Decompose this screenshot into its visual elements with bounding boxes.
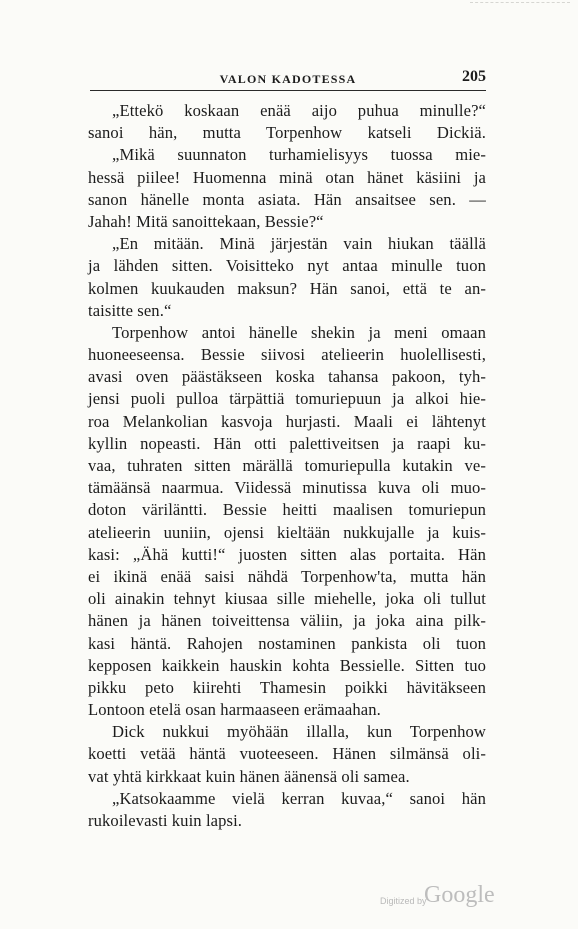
text-line: pikku peto kiirehti Thamesin poikki hävitäkseen xyxy=(88,677,486,697)
text-line: Torpenhow antoi hänelle shekin ja meni omaan xyxy=(112,322,486,342)
page-header xyxy=(90,68,486,92)
body-text xyxy=(88,100,486,832)
text-line: ja lähden sitten. Voisitteko nyt antaa minulle tuon xyxy=(88,256,486,276)
text-line: „Katsokaamme vielä kerran kuvaa,“ sanoi hän xyxy=(112,788,486,808)
text-line: tämäänsä naarmua. Viidessä minutissa kuva oli muo- xyxy=(88,478,486,498)
text-line: kasi häntä. Rahojen nostaminen pankista oli tuon xyxy=(88,633,486,653)
text-line: rukoilevasti kuin lapsi. xyxy=(88,811,243,830)
text-line: Lontoon etelä osan harmaaseen erämaahan. xyxy=(88,700,381,720)
text-line: vaa, tuhraten sitten märällä tomuriepulla kutakin ve- xyxy=(88,456,486,475)
text-line: Dick nukkui myöhään illalla, kun Torpenhow xyxy=(112,722,486,742)
header-rule xyxy=(90,90,486,91)
scan-edge-rule xyxy=(470,2,570,3)
text-line: kyllin nopeasti. Hän otti palettiveitsen ja raapi ku- xyxy=(88,433,486,453)
text-line: hänen ja hänen toiveittensa väliin, ja joka aina pilk- xyxy=(88,611,486,631)
text-line: ei ikinä enää saisi nähdä Torpenhow'ta, mutta hän xyxy=(88,566,486,586)
text-line: sanoi hän, mutta Torpenhow katseli Dickiä. xyxy=(88,123,486,143)
page-number: 205 xyxy=(462,68,486,85)
digitized-by-label: Digitized by xyxy=(380,896,427,906)
text-line: vat yhtä kirkkaat kuin hänen äänensä oli samea. xyxy=(88,766,410,786)
text-line: kasi: „Ähä kutti!“ juosten sitten alas portaita. Hän xyxy=(88,544,486,564)
text-line: kepposen kaikkein hauskin kohta Bessielle. Sitten tuo xyxy=(88,655,486,675)
text-line: doton väriläntti. Bessie heitti maalisen tomuriepun xyxy=(88,500,486,520)
text-line: taisitte sen.“ xyxy=(88,300,172,320)
text-line: huoneeseensa. Bessie siivosi atelieerin huolellisesti, xyxy=(88,345,486,365)
text-line: hessä piilee! Huomenna minä otan hänet käsiini ja xyxy=(88,167,486,187)
text-line: jensi puoli pulloa tärpättiä tomuriepuun ja alkoi hie- xyxy=(88,389,486,409)
text-line: atelieerin uuniin, ojensi kieltään nukkujalle ja kuis- xyxy=(88,522,486,542)
text-line: roa Melankolian kasvoja hurjasti. Maali ei lähtenyt xyxy=(88,411,486,431)
text-line: kolmen kuukauden maksun? Hän sanoi, että te an- xyxy=(88,278,486,298)
text-line: „Mikä suunnaton turhamielisyys tuossa mie- xyxy=(112,145,486,165)
text-line: avasi oven päästäkseen koska tahansa pakoon, tyh- xyxy=(88,367,486,387)
running-head: VALON KADOTESSA xyxy=(219,72,357,86)
google-logo: Google xyxy=(424,882,495,908)
text-line: sanon hänelle monta asiata. Hän ansaitsee sen. — xyxy=(88,189,486,209)
text-line: „Ettekö koskaan enää aijo puhua minulle?“ xyxy=(112,101,486,120)
digitized-footer xyxy=(380,882,530,912)
text-line: oli ainakin tehnyt kiusaa sille miehelle, joka oli tullut xyxy=(88,589,486,609)
text-line: Jahah! Mitä sanoittekaan, Bessie?“ xyxy=(88,211,324,231)
text-line: „En mitään. Minä järjestän vain hiukan täällä xyxy=(112,234,486,254)
text-line: koetti vetää häntä vuoteeseen. Hänen silmänsä oli- xyxy=(88,744,486,764)
